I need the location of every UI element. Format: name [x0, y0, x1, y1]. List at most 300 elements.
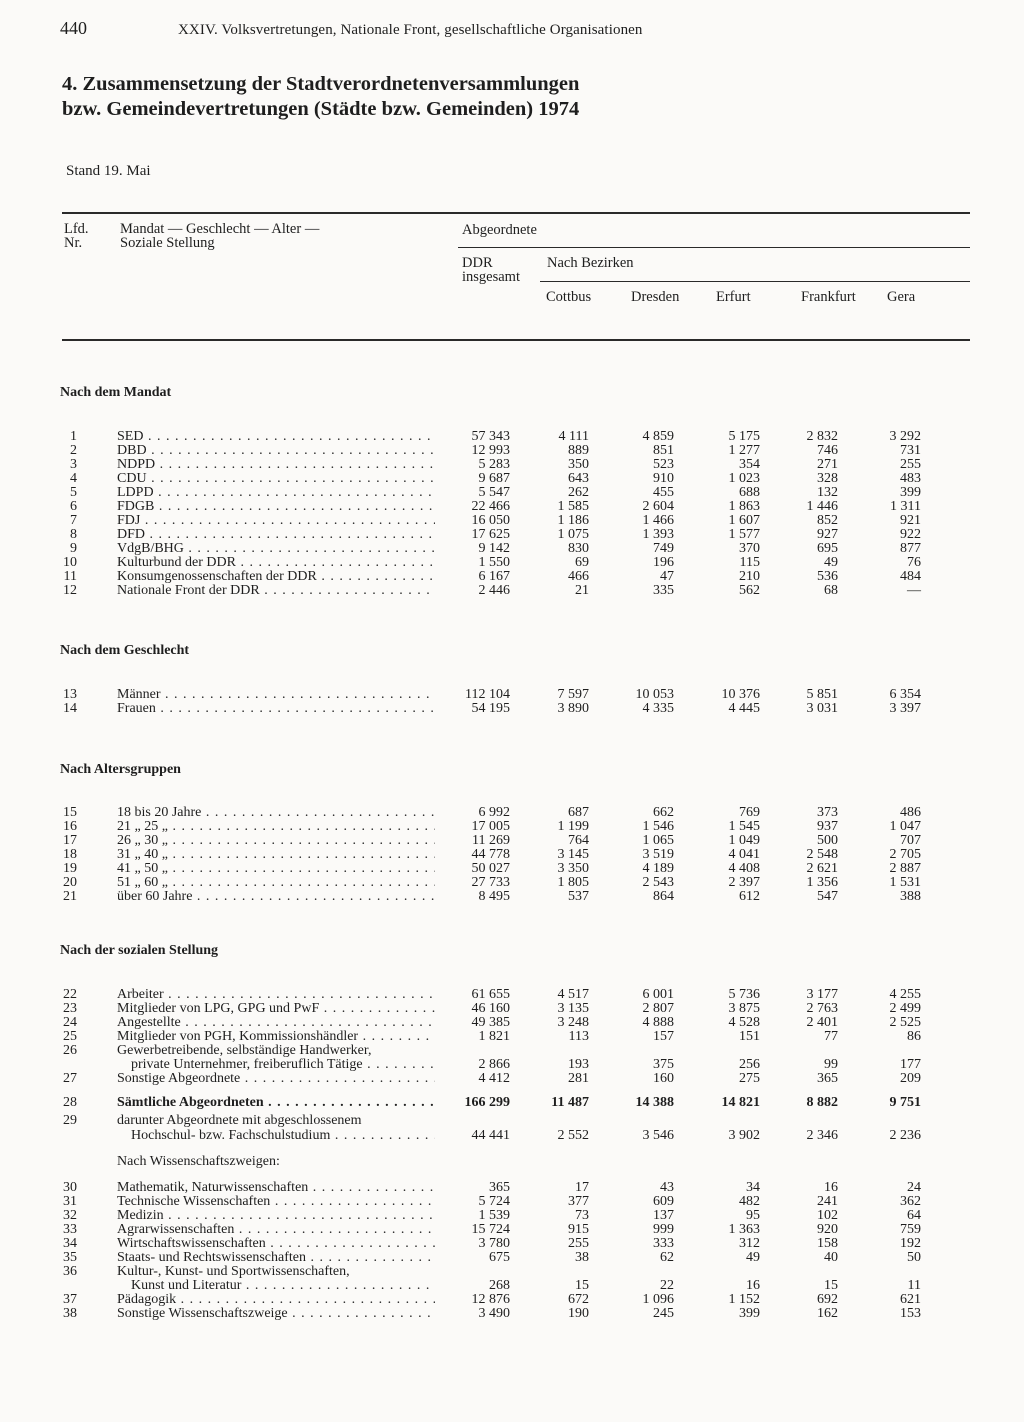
value-cottbus: 11 487 — [551, 1095, 589, 1110]
table-row — [0, 988, 1024, 1002]
value-cottbus: 764 — [568, 833, 589, 848]
value-gera: 192 — [900, 1236, 921, 1251]
value-erfurt: 49 — [746, 1250, 760, 1265]
value-cottbus: 889 — [568, 443, 589, 458]
value-gera: 6 354 — [889, 687, 921, 702]
row-number: 3 — [70, 457, 77, 472]
value-frankfurt: 536 — [817, 569, 838, 584]
value-dresden: 4 335 — [642, 701, 674, 716]
row-number: 15 — [63, 805, 77, 820]
row-number: 34 — [63, 1236, 77, 1251]
value-ddr: 50 027 — [471, 861, 510, 876]
value-cottbus: 7 597 — [557, 687, 589, 702]
value-dresden: 1 065 — [642, 833, 674, 848]
col-ddr-line-2: insgesamt — [462, 269, 520, 285]
value-frankfurt: 2 548 — [806, 847, 838, 862]
value-cottbus: 350 — [568, 457, 589, 472]
value-dresden: 609 — [653, 1194, 674, 1209]
table-row — [0, 1030, 1024, 1044]
row-label: FDGB . . . — [117, 500, 435, 514]
row-number: 16 — [63, 819, 77, 834]
row-label: NDPD . . . — [117, 458, 435, 472]
row-label: Mitglieder von LPG, GPG und PwF . . . — [117, 1002, 435, 1016]
value-gera: 24 — [907, 1180, 921, 1195]
row-number: 12 — [63, 583, 77, 598]
row-number: 19 — [63, 861, 77, 876]
row-number: 1 — [70, 429, 77, 444]
row-label: Technische Wissenschaften . . . — [117, 1195, 435, 1209]
value-dresden: 47 — [660, 569, 674, 584]
value-gera: 486 — [900, 805, 921, 820]
value-erfurt: 1 023 — [728, 471, 760, 486]
table-row — [0, 458, 1024, 472]
col-erfurt: Erfurt — [716, 289, 751, 305]
row-number: 38 — [63, 1306, 77, 1321]
value-ddr: 11 269 — [472, 833, 510, 848]
value-frankfurt: 2 763 — [806, 1001, 838, 1016]
value-cottbus: 3 350 — [557, 861, 589, 876]
value-erfurt: 312 — [739, 1236, 760, 1251]
table-row — [0, 1072, 1024, 1086]
value-frankfurt: 746 — [817, 443, 838, 458]
value-gera: 4 255 — [889, 987, 921, 1002]
row-number: 14 — [63, 701, 77, 716]
row-label: Konsumgenossenschaften der DDR . . . — [117, 570, 435, 584]
row-number: 26 — [63, 1043, 77, 1058]
col-desc-line-1: Mandat — Geschlecht — Alter — — [120, 221, 320, 237]
table-title-line-1: 4. Zusammensetzung der Stadtverordnetenversammlungen — [62, 73, 580, 95]
value-dresden: 335 — [653, 583, 674, 598]
value-dresden: 375 — [653, 1057, 674, 1072]
row-number: 35 — [63, 1250, 77, 1265]
value-erfurt: 354 — [739, 457, 760, 472]
value-ddr: 27 733 — [471, 875, 510, 890]
value-dresden: 4 189 — [642, 861, 674, 876]
row-label: darunter Abgeordnete mit abgeschlossenem — [117, 1114, 362, 1128]
value-ddr: 5 724 — [478, 1194, 510, 1209]
value-gera: 388 — [900, 889, 921, 904]
col-abgeordnete: Abgeordnete — [462, 222, 537, 238]
row-label: Nationale Front der DDR . . . — [117, 584, 435, 598]
value-gera: — — [907, 583, 921, 598]
value-dresden: 2 807 — [642, 1001, 674, 1016]
row-number: 13 — [63, 687, 77, 702]
table-row — [0, 806, 1024, 820]
table-row — [0, 1223, 1024, 1237]
value-frankfurt: 937 — [817, 819, 838, 834]
row-label: Männer . . . — [117, 688, 435, 702]
row-number: 28 — [63, 1095, 77, 1110]
value-cottbus: 1 805 — [557, 875, 589, 890]
value-erfurt: 275 — [739, 1071, 760, 1086]
row-label: Staats- und Rechtswissenschaften . . . — [117, 1251, 435, 1265]
row-number: 6 — [70, 499, 77, 514]
col-cottbus: Cottbus — [546, 289, 592, 305]
table-row — [0, 702, 1024, 716]
value-dresden: 10 053 — [635, 687, 674, 702]
value-ddr: 112 104 — [465, 687, 510, 702]
row-number: 31 — [63, 1194, 77, 1209]
value-ddr: 46 160 — [471, 1001, 510, 1016]
row-label: Sonstige Abgeordnete . . . — [117, 1072, 435, 1086]
value-gera: 731 — [900, 443, 921, 458]
value-frankfurt: 695 — [817, 541, 838, 556]
col-frankfurt: Frankfurt — [801, 289, 856, 305]
value-ddr: 22 466 — [471, 499, 510, 514]
value-frankfurt: 3 177 — [806, 987, 838, 1002]
value-dresden: 455 — [653, 485, 674, 500]
row-number: 22 — [63, 987, 77, 1002]
value-cottbus: 113 — [568, 1029, 589, 1044]
row-label-continued: private Unternehmer, freiberuflich Tätige . . . — [131, 1058, 435, 1072]
value-erfurt: 2 397 — [728, 875, 760, 890]
value-erfurt: 151 — [739, 1029, 760, 1044]
value-ddr: 9 142 — [478, 541, 510, 556]
value-erfurt: 562 — [739, 583, 760, 598]
row-label: CDU . . . — [117, 472, 435, 486]
table-row — [0, 430, 1024, 444]
value-gera: 759 — [900, 1222, 921, 1237]
table-row — [0, 556, 1024, 570]
value-dresden: 160 — [653, 1071, 674, 1086]
value-erfurt: 370 — [739, 541, 760, 556]
row-label: Sonstige Wissenschaftszweige . . . — [117, 1307, 435, 1321]
value-erfurt: 4 408 — [728, 861, 760, 876]
value-frankfurt: 2 621 — [806, 861, 838, 876]
value-frankfurt: 328 — [817, 471, 838, 486]
value-ddr: 12 876 — [471, 1292, 510, 1307]
table-row — [0, 848, 1024, 862]
value-ddr: 4 412 — [478, 1071, 510, 1086]
row-number: 7 — [70, 513, 77, 528]
value-cottbus: 281 — [568, 1071, 589, 1086]
value-gera: 50 — [907, 1250, 921, 1265]
value-erfurt: 1 577 — [728, 527, 760, 542]
running-title: XXIV. Volksvertretungen, Nationale Front, gesellschaftliche Organisationen — [178, 22, 643, 38]
section-sozial: Nach der sozialen Stellung — [60, 943, 219, 958]
value-ddr: 17 005 — [471, 819, 510, 834]
table-row — [0, 1237, 1024, 1251]
row-number: 20 — [63, 875, 77, 890]
value-erfurt: 14 821 — [721, 1095, 760, 1110]
value-dresden: 1 546 — [642, 819, 674, 834]
value-ddr: 44 778 — [471, 847, 510, 862]
table-row — [0, 486, 1024, 500]
value-cottbus: 3 145 — [557, 847, 589, 862]
value-cottbus: 1 199 — [557, 819, 589, 834]
value-frankfurt: 927 — [817, 527, 838, 542]
table-row — [0, 1293, 1024, 1307]
value-frankfurt: 68 — [824, 583, 838, 598]
value-dresden: 749 — [653, 541, 674, 556]
value-ddr: 15 724 — [471, 1222, 510, 1237]
value-dresden: 1 096 — [642, 1292, 674, 1307]
row-label: Mitglieder von PGH, Kommissionshändler . . . — [117, 1030, 435, 1044]
table-row-continuation — [0, 1129, 1024, 1143]
row-label: Agrarwissenschaften . . . — [117, 1223, 435, 1237]
value-ddr: 44 441 — [471, 1128, 510, 1143]
value-cottbus: 687 — [568, 805, 589, 820]
row-label: Angestellte . . . — [117, 1016, 435, 1030]
value-ddr: 365 — [489, 1180, 510, 1195]
row-number: 24 — [63, 1015, 77, 1030]
value-erfurt: 3 875 — [728, 1001, 760, 1016]
row-label: Frauen . . . — [117, 702, 435, 716]
table-row-continuation — [0, 1279, 1024, 1293]
value-frankfurt: 271 — [817, 457, 838, 472]
row-label: FDJ . . . — [117, 514, 435, 528]
value-erfurt: 16 — [746, 1278, 760, 1293]
table-row — [0, 500, 1024, 514]
value-gera: 362 — [900, 1194, 921, 1209]
stand-date: Stand 19. Mai — [66, 163, 151, 179]
value-gera: 2 887 — [889, 861, 921, 876]
value-gera: 76 — [907, 555, 921, 570]
value-ddr: 16 050 — [471, 513, 510, 528]
row-number: 11 — [63, 569, 77, 584]
table-row — [0, 890, 1024, 904]
value-ddr: 2 866 — [478, 1057, 510, 1072]
row-label: 51 „ 60 „ . . . — [117, 876, 435, 890]
value-ddr: 12 993 — [471, 443, 510, 458]
row-number: 2 — [70, 443, 77, 458]
value-erfurt: 115 — [739, 555, 760, 570]
value-erfurt: 95 — [746, 1208, 760, 1223]
value-erfurt: 210 — [739, 569, 760, 584]
value-frankfurt: 2 346 — [806, 1128, 838, 1143]
value-gera: 177 — [900, 1057, 921, 1072]
row-number: 9 — [70, 541, 77, 556]
row-label: DFD . . . — [117, 528, 435, 542]
table-row — [0, 542, 1024, 556]
value-gera: 399 — [900, 485, 921, 500]
row-label: 31 „ 40 „ . . . — [117, 848, 435, 862]
value-ddr: 6 992 — [478, 805, 510, 820]
value-erfurt: 256 — [739, 1057, 760, 1072]
value-ddr: 9 687 — [478, 471, 510, 486]
table-row — [0, 1265, 1024, 1279]
value-erfurt: 1 049 — [728, 833, 760, 848]
value-cottbus: 15 — [575, 1278, 589, 1293]
value-frankfurt: 16 — [824, 1180, 838, 1195]
value-ddr: 675 — [489, 1250, 510, 1265]
table-row — [0, 876, 1024, 890]
value-frankfurt: 99 — [824, 1057, 838, 1072]
value-frankfurt: 373 — [817, 805, 838, 820]
value-frankfurt: 5 851 — [806, 687, 838, 702]
table-row — [0, 1002, 1024, 1016]
table-title-line-2: bzw. Gemeindevertretungen (Städte bzw. Gemeinden) 1974 — [62, 98, 580, 120]
row-label: Medizin . . . — [117, 1209, 435, 1223]
value-ddr: 1 821 — [478, 1029, 510, 1044]
value-dresden: 333 — [653, 1236, 674, 1251]
row-label: LDPD . . . — [117, 486, 435, 500]
table-row — [0, 584, 1024, 598]
table-row — [0, 834, 1024, 848]
value-cottbus: 1 585 — [557, 499, 589, 514]
row-label: über 60 Jahre . . . — [117, 890, 435, 904]
col-ddr-line-1: DDR — [462, 255, 493, 271]
value-dresden: 999 — [653, 1222, 674, 1237]
row-number: 29 — [63, 1113, 77, 1128]
value-cottbus: 830 — [568, 541, 589, 556]
page-number: 440 — [60, 18, 87, 38]
col-nach-bezirken: Nach Bezirken — [547, 255, 634, 271]
value-ddr: 57 343 — [471, 429, 510, 444]
row-number: 33 — [63, 1222, 77, 1237]
value-dresden: 1 466 — [642, 513, 674, 528]
value-erfurt: 1 545 — [728, 819, 760, 834]
value-ddr: 3 490 — [478, 1306, 510, 1321]
row-label: 41 „ 50 „ . . . — [117, 862, 435, 876]
value-dresden: 43 — [660, 1180, 674, 1195]
value-frankfurt: 132 — [817, 485, 838, 500]
header-top-rule — [62, 212, 970, 214]
value-frankfurt: 40 — [824, 1250, 838, 1265]
value-frankfurt: 547 — [817, 889, 838, 904]
abgeordnete-rule — [458, 247, 970, 248]
value-gera: 64 — [907, 1208, 921, 1223]
value-erfurt: 1 363 — [728, 1222, 760, 1237]
value-cottbus: 3 248 — [557, 1015, 589, 1030]
value-dresden: 3 546 — [642, 1128, 674, 1143]
value-dresden: 196 — [653, 555, 674, 570]
row-label: 26 „ 30 „ . . . — [117, 834, 435, 848]
value-ddr: 8 495 — [478, 889, 510, 904]
value-dresden: 6 001 — [642, 987, 674, 1002]
table-row-continuation — [0, 1058, 1024, 1072]
value-frankfurt: 77 — [824, 1029, 838, 1044]
value-frankfurt: 162 — [817, 1306, 838, 1321]
table-row-total — [0, 1096, 1024, 1110]
value-cottbus: 4 517 — [557, 987, 589, 1002]
table-row — [0, 528, 1024, 542]
value-dresden: 14 388 — [635, 1095, 674, 1110]
row-label-continued: Hochschul- bzw. Fachschulstudium . . . — [131, 1129, 435, 1143]
value-frankfurt: 1 356 — [806, 875, 838, 890]
value-frankfurt: 365 — [817, 1071, 838, 1086]
value-erfurt: 3 902 — [728, 1128, 760, 1143]
value-frankfurt: 241 — [817, 1194, 838, 1209]
value-dresden: 137 — [653, 1208, 674, 1223]
table-row — [0, 688, 1024, 702]
value-gera: 2 705 — [889, 847, 921, 862]
value-cottbus: 466 — [568, 569, 589, 584]
table-row — [0, 1181, 1024, 1195]
value-cottbus: 672 — [568, 1292, 589, 1307]
row-number: 18 — [63, 847, 77, 862]
value-erfurt: 482 — [739, 1194, 760, 1209]
row-label: SED . . . — [117, 430, 435, 444]
value-cottbus: 537 — [568, 889, 589, 904]
table-row — [0, 820, 1024, 834]
value-frankfurt: 920 — [817, 1222, 838, 1237]
table-row — [0, 862, 1024, 876]
value-ddr: 49 385 — [471, 1015, 510, 1030]
value-erfurt: 4 528 — [728, 1015, 760, 1030]
value-gera: 3 397 — [889, 701, 921, 716]
value-dresden: 22 — [660, 1278, 674, 1293]
value-ddr: 61 655 — [471, 987, 510, 1002]
value-gera: 2 525 — [889, 1015, 921, 1030]
row-number: 17 — [63, 833, 77, 848]
value-cottbus: 73 — [575, 1208, 589, 1223]
value-gera: 621 — [900, 1292, 921, 1307]
value-frankfurt: 2 401 — [806, 1015, 838, 1030]
value-cottbus: 190 — [568, 1306, 589, 1321]
value-cottbus: 17 — [575, 1180, 589, 1195]
row-label: VdgB/BHG . . . — [117, 542, 435, 556]
value-cottbus: 255 — [568, 1236, 589, 1251]
value-frankfurt: 158 — [817, 1236, 838, 1251]
row-number: 25 — [63, 1029, 77, 1044]
value-ddr: 1 550 — [478, 555, 510, 570]
value-ddr: 3 780 — [478, 1236, 510, 1251]
value-erfurt: 1 607 — [728, 513, 760, 528]
section-alter: Nach Altersgruppen — [60, 762, 181, 777]
value-gera: 1 531 — [889, 875, 921, 890]
table-row — [0, 444, 1024, 458]
bezirke-rule — [540, 281, 970, 282]
value-dresden: 910 — [653, 471, 674, 486]
value-gera: 255 — [900, 457, 921, 472]
col-dresden: Dresden — [631, 289, 680, 305]
value-gera: 9 751 — [889, 1095, 921, 1110]
value-cottbus: 915 — [568, 1222, 589, 1237]
value-dresden: 662 — [653, 805, 674, 820]
value-ddr: 166 299 — [464, 1095, 510, 1110]
table-row — [0, 1251, 1024, 1265]
col-nr: Nr. — [64, 235, 83, 251]
value-erfurt: 1 152 — [728, 1292, 760, 1307]
row-label: Mathematik, Naturwissenschaften . . . — [117, 1181, 435, 1195]
value-erfurt: 688 — [739, 485, 760, 500]
value-gera: 2 499 — [889, 1001, 921, 1016]
value-dresden: 1 393 — [642, 527, 674, 542]
value-erfurt: 1 277 — [728, 443, 760, 458]
value-ddr: 268 — [489, 1278, 510, 1293]
row-number: 37 — [63, 1292, 77, 1307]
table-row — [0, 1195, 1024, 1209]
header-bottom-rule — [62, 339, 970, 341]
row-number: 30 — [63, 1180, 77, 1195]
value-cottbus: 643 — [568, 471, 589, 486]
value-cottbus: 262 — [568, 485, 589, 500]
subsection-wissenschaft: Nach Wissenschaftszweigen: — [117, 1154, 280, 1169]
value-dresden: 3 519 — [642, 847, 674, 862]
value-dresden: 2 543 — [642, 875, 674, 890]
row-number: 8 — [70, 527, 77, 542]
value-cottbus: 38 — [575, 1250, 589, 1265]
value-gera: 2 236 — [889, 1128, 921, 1143]
col-desc-line-2: Soziale Stellung — [120, 235, 215, 251]
value-cottbus: 69 — [575, 555, 589, 570]
table-row — [0, 1114, 1024, 1128]
value-ddr: 6 167 — [478, 569, 510, 584]
table-row — [0, 570, 1024, 584]
value-erfurt: 10 376 — [721, 687, 760, 702]
value-frankfurt: 500 — [817, 833, 838, 848]
value-dresden: 2 604 — [642, 499, 674, 514]
value-cottbus: 1 186 — [557, 513, 589, 528]
row-label: 21 „ 25 „ . . . — [117, 820, 435, 834]
value-erfurt: 1 863 — [728, 499, 760, 514]
table-title — [62, 72, 579, 122]
table-row — [0, 1307, 1024, 1321]
row-label: Kultur-, Kunst- und Sportwissenschaften, — [117, 1265, 350, 1279]
value-gera: 483 — [900, 471, 921, 486]
row-label: DBD . . . — [117, 444, 435, 458]
